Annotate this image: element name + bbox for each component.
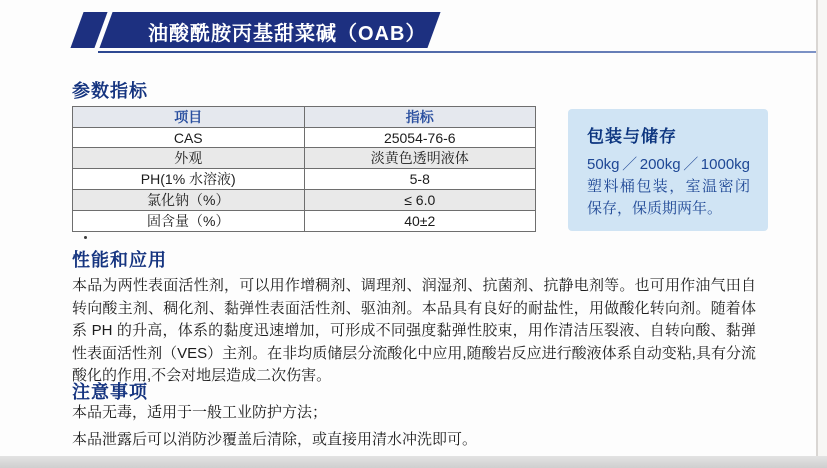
table-row bbox=[73, 128, 536, 148]
table-cell-item: 固含量（%） bbox=[73, 211, 305, 232]
packaging-storage-box bbox=[568, 109, 768, 231]
performance-paragraph: 本品为两性表面活性剂，可以用作增稠剂、调理剂、润湿剂、抗菌剂、抗静电剂等。也可用作油气田自转向酸主剂、稠化剂、黏弹性表面活性剂、驱油剂。本品具有良好的耐盐性，用做酸化转向剂。随着体系 PH 的升高，体系的黏度迅速增加，可形成不同强度黏弹性胶束，用作清洁压裂液、自转向酸、黏弹性表面活性剂（VES）主剂。在非均质储层分流酸化中应用,随酸岩反应进行酸液体系自动变粘,具有分流酸化的作用,不会对地层造成二次伤害。 bbox=[72, 277, 756, 384]
table-cell-value: 40±2 bbox=[304, 211, 536, 232]
page-title: 油酸酰胺丙基甜菜碱（OAB） bbox=[148, 23, 427, 45]
table-row bbox=[73, 211, 536, 232]
page-edge-right-line bbox=[816, 0, 818, 468]
banner-underline bbox=[98, 51, 820, 53]
table-cell-item: 外观 bbox=[73, 148, 305, 169]
page-bottom-strip bbox=[0, 456, 827, 468]
table-cell-item: PH(1% 水溶液) bbox=[73, 169, 305, 190]
table-cell-value: ≤ 6.0 bbox=[304, 190, 536, 211]
spec-table bbox=[72, 106, 536, 232]
packaging-storage-text: 50kg／200kg／1000kg 塑料桶包装，室温密闭保存，保质期两年。 bbox=[587, 156, 750, 217]
table-cell-value: 25054-76-6 bbox=[304, 128, 536, 148]
precaution-line: 本品无毒，适用于一般工业防护方法； bbox=[72, 404, 328, 421]
page-edge-right-area bbox=[818, 0, 827, 468]
table-header-row bbox=[73, 107, 536, 128]
stray-dot-artifact bbox=[84, 236, 87, 239]
table-cell-value: 5-8 bbox=[304, 169, 536, 190]
table-row bbox=[73, 148, 536, 169]
section-title-performance: 性能和应用 bbox=[72, 250, 167, 270]
table-row bbox=[73, 190, 536, 211]
section-title-precautions: 注意事项 bbox=[72, 382, 148, 402]
table-cell-item: CAS bbox=[73, 128, 305, 148]
packaging-storage-title: 包装与储存 bbox=[587, 127, 677, 146]
table-header-spec: 指标 bbox=[304, 107, 536, 128]
section-title-parameters: 参数指标 bbox=[72, 81, 148, 101]
table-header-item: 项目 bbox=[73, 107, 305, 128]
table-row bbox=[73, 169, 536, 190]
precaution-line: 本品泄露后可以消防沙覆盖后清除，或直接用清水冲洗即可。 bbox=[72, 431, 478, 448]
table-cell-item: 氯化钠（%） bbox=[73, 190, 305, 211]
table-cell-value: 淡黄色透明液体 bbox=[304, 148, 536, 169]
